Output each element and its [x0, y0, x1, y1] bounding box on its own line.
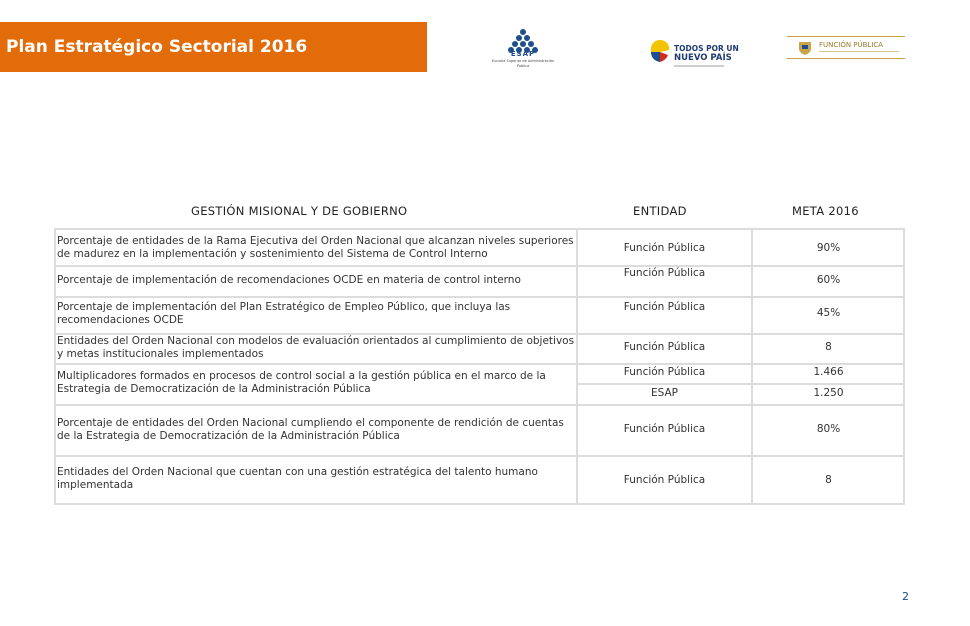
tpn-divider — [674, 65, 724, 67]
row-entity: Función Pública — [623, 366, 706, 378]
funcion-publica-logo — [787, 36, 905, 62]
row-goal: 90% — [816, 242, 841, 254]
row-entity-secondary: ESAP — [650, 387, 678, 399]
title-bar — [0, 22, 427, 72]
row-indicator: Entidades del Orden Nacional que cuentan con una gestión estratégica del talento humano implementada — [57, 466, 538, 491]
row-entity: Función Pública — [623, 267, 706, 279]
row-goal: 8 — [825, 474, 832, 486]
table-hline — [56, 265, 903, 267]
header-indicator: GESTIÓN MISIONAL Y DE GOBIERNO — [191, 204, 408, 218]
row-goal: 60% — [816, 274, 841, 286]
fp-sub-rule — [819, 51, 899, 52]
table-hline — [56, 296, 903, 298]
esap-caption: Escuela Superior de Administración Pública — [491, 59, 555, 68]
row-entity: Función Pública — [623, 242, 706, 254]
fp-top-rule — [787, 36, 905, 37]
esap-logo — [488, 28, 558, 76]
page-title: Plan Estratégico Sectorial 2016 — [6, 37, 308, 57]
row-indicator: Porcentaje de entidades del Orden Nacional cumpliendo el componente de rendición de cuentas de la Estrategia de Democratización de la Administración Pública — [57, 417, 564, 442]
esap-acronym: ESAP — [510, 50, 536, 58]
row-goal: 45% — [816, 307, 841, 319]
row-entity: Función Pública — [623, 423, 706, 435]
tpn-line1: TODOS POR UN — [674, 44, 739, 53]
row-indicator: Porcentaje de implementación del Plan Estratégico de Empleo Público, que incluya las recomendaciones OCDE — [57, 301, 511, 326]
fp-bottom-rule — [787, 58, 905, 59]
coat-of-arms-icon — [795, 39, 815, 57]
row-entity: Función Pública — [623, 301, 706, 313]
table-hline — [576, 383, 903, 385]
header-entity: ENTIDAD — [633, 204, 687, 218]
row-entity: Función Pública — [623, 341, 706, 353]
row-indicator: Porcentaje de implementación de recomendaciones OCDE en materia de control interno — [57, 274, 521, 286]
table-hline — [56, 404, 903, 406]
todos-por-un-nuevo-pais-logo — [648, 36, 739, 72]
table-hline — [56, 363, 903, 365]
fp-label: FUNCIÓN PÚBLICA — [819, 41, 884, 49]
table-hline — [56, 455, 903, 457]
colombia-flag-icon — [648, 38, 672, 66]
row-goal: 80% — [816, 423, 841, 435]
row-goal: 8 — [825, 341, 832, 353]
row-indicator: Multiplicadores formados en procesos de control social a la gestión pública en el marco de la Estrategia de Democratización de la Administración Pública — [57, 370, 546, 395]
row-indicator: Porcentaje de entidades de la Rama Ejecutiva del Orden Nacional que alcanzan niveles superiores de madurez en la implementación y sostenimiento del Sistema de Control Interno — [57, 235, 574, 260]
header-goal: META 2016 — [792, 204, 859, 218]
row-entity: Función Pública — [623, 474, 706, 486]
tpn-line2: NUEVO PAÍS — [674, 53, 732, 63]
row-indicator: Entidades del Orden Nacional con modelos de evaluación orientados al cumplimiento de objetivos y metas institucionales implementados — [57, 335, 575, 360]
row-goal-secondary: 1.250 — [813, 387, 844, 399]
page-number: 2 — [902, 590, 909, 603]
row-goal: 1.466 — [813, 366, 844, 378]
